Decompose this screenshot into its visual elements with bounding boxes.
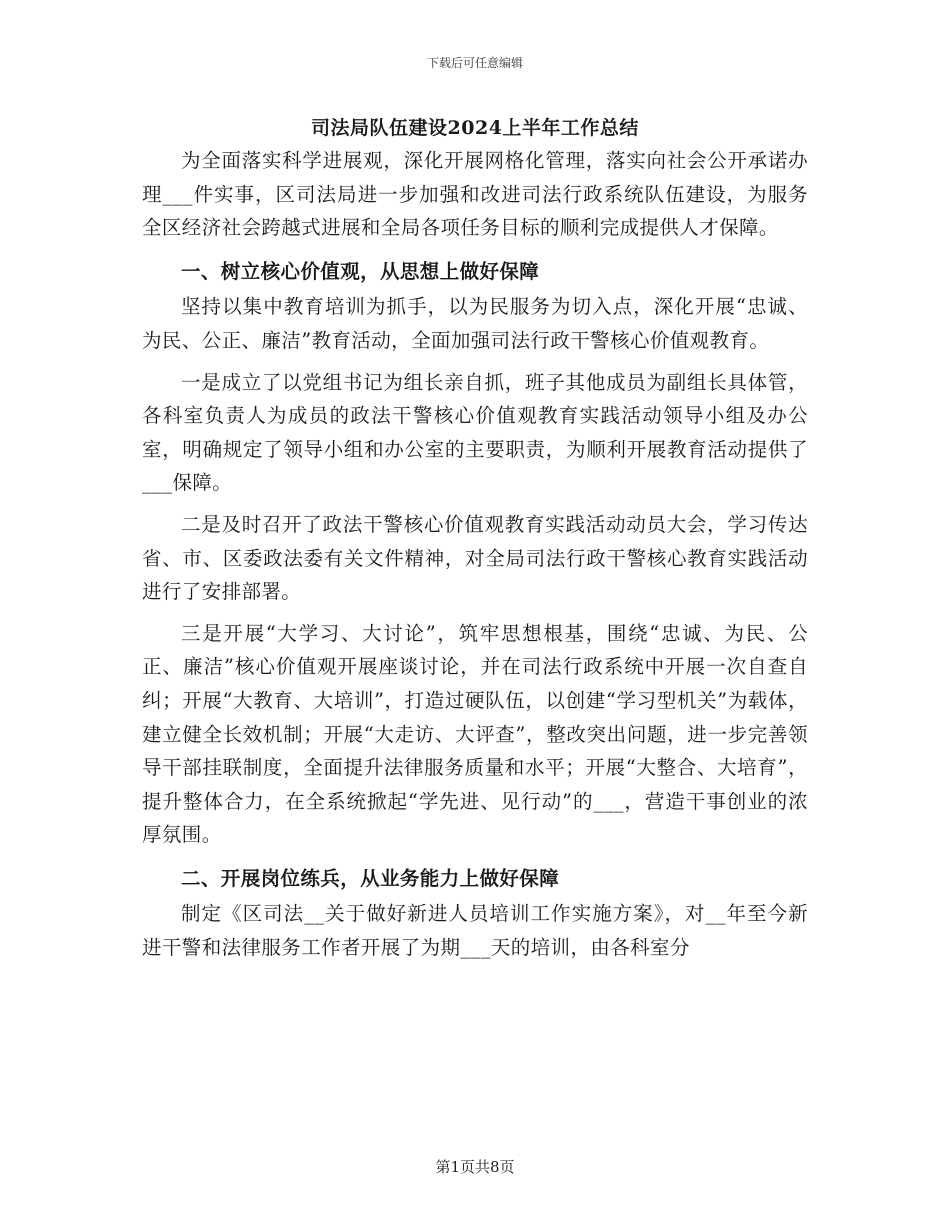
- document-title: 司法局队伍建设2024上半年工作总结: [311, 117, 639, 139]
- spacer: [142, 609, 808, 617]
- page-header-note: 下载后可任意编辑: [426, 56, 523, 70]
- spacer: [142, 852, 808, 860]
- document-body: [142, 112, 808, 965]
- section-2-paragraph-1: 制定《区司法__关于做好新进人员培训工作实施方案》，对__年至今新进干警和法律服务工作者开展了为期___天的培训，由各科室分: [142, 902, 808, 960]
- page-number: 第1页共8页: [435, 1158, 515, 1176]
- section-1-paragraph-1: 坚持以集中教育培训为抓手，以为民服务为切入点，深化开展“忠诚、为民、公正、廉洁”教育活动，全面加强司法行政干警核心价值观教育。: [142, 295, 808, 352]
- section-1-paragraph-4: 三是开展“大学习、大讨论”，筑牢思想根基，围绕“忠诚、为民、公正、廉洁”核心价值观开展座谈讨论，并在司法行政系统中开展一次自查自纠；开展“大教育、大培训”，打造过硬队伍，以创建“学习型机关”为载体，建立健全长效机制；开展“大走访、大评查”，整改突出问题，进一步完善领导干部挂联制度，全面提升法律服务质量和水平；开展“大整合、大培育”，提升整体合力，在全系统掀起“学先进、见行动”的___，营造干事创业的浓厚氛围。: [142, 621, 808, 847]
- spacer: [142, 245, 808, 253]
- intro-paragraph: 为全面落实科学进展观，深化开展网格化管理，落实向社会公开承诺办理___件实事，区司法局进一步加强和改进司法行政系统队伍建设，为服务全区经济社会跨越式进展和全局各项任务目标的顺利完成提供人才保障。: [142, 149, 808, 240]
- spacer: [142, 500, 808, 508]
- section-1-paragraph-2: 一是成立了以党组书记为组长亲自抓，班子其他成员为副组长具体管，各科室负责人为成员的政法干警核心价值观教育实践活动领导小组及办公室，明确规定了领导小组和办公室的主要职责，为顺利开展教育活动提供了___保障。: [142, 370, 808, 495]
- spacer: [142, 358, 808, 366]
- section-1-heading: 一、树立核心价值观，从思想上做好保障: [181, 259, 540, 283]
- section-1-paragraph-3: 二是及时召开了政法干警核心价值观教育实践活动动员大会，学习传达省、市、区委政法委有关文件精神，对全局司法行政干警核心教育实践活动进行了安排部署。: [142, 512, 808, 604]
- section-2-heading: 二、开展岗位练兵，从业务能力上做好保障: [181, 866, 560, 890]
